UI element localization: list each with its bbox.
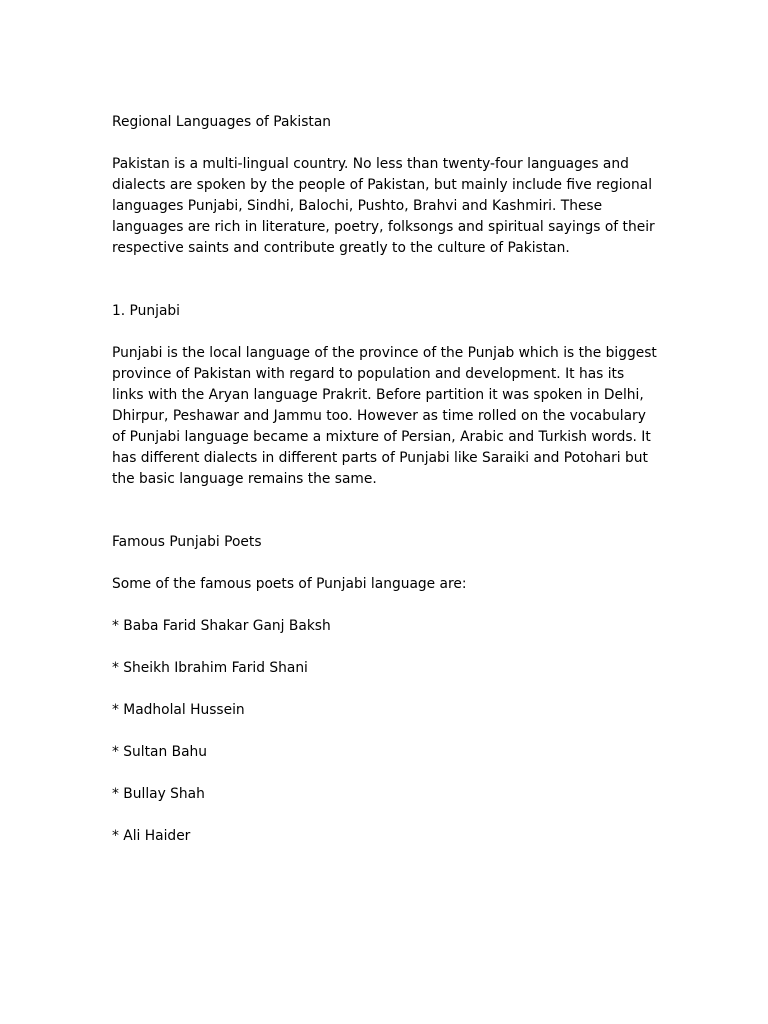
poets-list: [112, 616, 657, 847]
poets-intro: Some of the famous poets of Punjabi language are:: [112, 576, 467, 592]
list-item: * Sultan Bahu: [112, 744, 208, 760]
document-body: [112, 112, 657, 868]
document-title: Regional Languages of Pakistan: [112, 114, 332, 130]
section-heading: 1. Punjabi: [112, 303, 180, 319]
poets-heading: Famous Punjabi Poets: [112, 534, 262, 550]
list-item: * Ali Haider: [112, 828, 191, 844]
list-item: * Bullay Shah: [112, 786, 205, 802]
list-item: * Baba Farid Shakar Ganj Baksh: [112, 618, 331, 634]
list-item: * Madholal Hussein: [112, 702, 245, 718]
section-paragraph: Punjabi is the local language of the province of the Punjab which is the biggest province of Pakistan with regard to population and development. It has its links with the Aryan language Prakrit. Before partition it was spoken in Delhi, Dhirpur, Peshawar and Jammu too. However as time rolled on the vocabulary of Punjabi language became a mixture of Persian, Arabic and Turkish words. It has different dialects in different parts of Punjabi like Saraiki and Potohari but the basic language remains the same.: [112, 345, 657, 487]
list-item: * Sheikh Ibrahim Farid Shani: [112, 660, 308, 676]
intro-paragraph: Pakistan is a multi-lingual country. No less than twenty-four languages and dialects are spoken by the people of Pakistan, but mainly include five regional languages Punjabi, Sindhi, Balochi, Pushto, Brahvi and Kashmiri. These languages are rich in literature, poetry, folksongs and spiritual sayings of their respective saints and contribute greatly to the culture of Pakistan.: [112, 156, 655, 256]
